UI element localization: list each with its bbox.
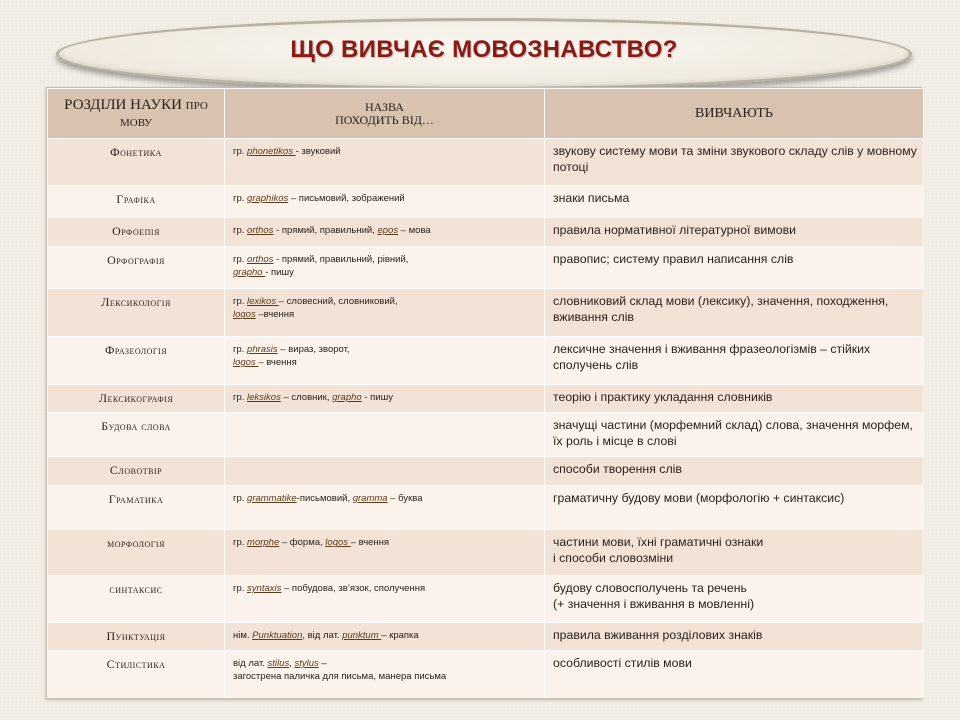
origin-word: stylus (294, 658, 319, 670)
origin-word: grammatike (247, 492, 297, 504)
table-row (48, 384, 924, 412)
section-name: морфологія (48, 530, 225, 576)
origin-text: – вчення (258, 357, 297, 369)
study-cell: лексичне значення і вживання фразеологізмів – стійких сполучень слів (545, 337, 924, 385)
section-name: Граматика (48, 485, 225, 530)
section-name: Фонетика (48, 139, 225, 186)
origin-word: grapho (332, 391, 362, 403)
table-row (48, 289, 924, 337)
origin-cell (225, 457, 545, 485)
study-cell: граматичну будову мови (морфологію + синтаксис) (545, 485, 924, 530)
table-row (48, 413, 924, 457)
table-row (48, 218, 924, 246)
origin-text: – словесний, словниковий, (278, 296, 398, 308)
origin-text: , від лат. (302, 629, 343, 641)
origin-cell (225, 413, 545, 457)
study-cell: будову словосполучень та речень (+ значення і вживання в мовленні) (545, 575, 924, 622)
origin-text: гр. (233, 391, 248, 403)
origin-word: punktum (342, 629, 382, 641)
table-header-row (48, 89, 924, 139)
study-cell: звукову систему мови та зміни звукового складу слів у мовному потоці (545, 139, 924, 186)
header-sections-small: ПРО МОВУ (120, 99, 208, 129)
origin-word: logos (325, 537, 351, 549)
origin-text: - пишу (361, 391, 393, 403)
section-name: Орфографія (48, 246, 225, 289)
origin-text: – форма, (279, 537, 326, 549)
origin-word: gramma (352, 492, 388, 504)
origin-text: гр. (233, 296, 248, 308)
study-cell: особливості стилів мови (545, 651, 924, 698)
study-cell: знаки письма (545, 185, 924, 218)
origin-text: – вчення (350, 537, 390, 549)
table-row (48, 246, 924, 289)
origin-text: - прямий, правильний, рівний, (276, 253, 409, 265)
header-study: ВИВЧАЮТЬ (545, 89, 924, 139)
origin-text: -письмовий, (296, 492, 353, 504)
origin-text: – мова (398, 225, 431, 237)
origin-cell (225, 622, 545, 650)
table-row (48, 485, 924, 530)
study-cell: правила нормативної літературної вимови (545, 218, 924, 246)
origin-word: epos (377, 225, 399, 237)
header-origin-line2: ПОХОДИТЬ ВІД… (335, 112, 434, 127)
section-name: Будова слова (48, 413, 225, 457)
origin-word: lexikos (247, 296, 279, 308)
section-name: Орфоепія (48, 218, 225, 246)
table-row (48, 337, 924, 385)
section-name: синтаксис (48, 575, 225, 622)
header-origin (225, 89, 545, 139)
table-body (48, 139, 924, 698)
origin-cell (225, 185, 545, 218)
origin-word: leksikos (247, 391, 281, 403)
table-row (48, 651, 924, 698)
origin-text: - пишу (265, 266, 294, 278)
table-row (48, 622, 924, 650)
origin-cell (225, 246, 545, 289)
origin-cell (225, 337, 545, 385)
origin-text: – словник, (280, 391, 333, 403)
section-name: Лексикологія (48, 289, 225, 337)
origin-cell (225, 218, 545, 246)
origin-cell (225, 530, 545, 576)
origin-cell (225, 575, 545, 622)
origin-text: гр. (233, 253, 248, 265)
origin-text: – побудова, зв’язок, сполучення (281, 582, 426, 594)
table-row (48, 457, 924, 485)
origin-cell (225, 485, 545, 530)
origin-text: – письмовий, зображений (288, 192, 405, 204)
origin-text: гр. (233, 537, 248, 549)
section-name: Фразеологія (48, 337, 225, 385)
origin-cell (225, 651, 545, 698)
table-row (48, 139, 924, 186)
origin-text: , (289, 658, 295, 670)
origin-text: гр. (233, 225, 248, 237)
origin-text: - прямий, правильний, (273, 225, 378, 237)
section-name: Лексикографія (48, 384, 225, 412)
table-row (48, 185, 924, 218)
origin-text: від лат. (233, 658, 268, 670)
table-row (48, 575, 924, 622)
origin-word: orthos (247, 225, 274, 237)
origin-text: гр. (233, 492, 248, 504)
section-name: Стилістика (48, 651, 225, 698)
header-sections (48, 89, 225, 139)
title-banner (56, 18, 912, 90)
origin-text: гр. (233, 192, 248, 204)
page-title: ЩО ВИВЧАЄ МОВОЗНАВСТВО? (290, 36, 678, 63)
study-cell: способи творення слів (545, 457, 924, 485)
origin-word: morphe (247, 537, 280, 549)
linguistics-table (46, 87, 922, 699)
table-row (48, 530, 924, 576)
origin-text: –вчення (255, 309, 295, 321)
study-cell: правила вживання розділових знаків (545, 622, 924, 650)
origin-text: - звуковий (295, 146, 341, 157)
origin-cell (225, 289, 545, 337)
origin-text: – вираз, зворот, (280, 344, 350, 356)
section-name: Графіка (48, 185, 225, 218)
study-cell: частини мови, їхні граматичні ознаки і способи словозміни (545, 530, 924, 576)
origin-word: orthos (247, 253, 274, 265)
header-sections-main: РОЗДІЛИ НАУКИ (64, 96, 186, 113)
header-origin-line1: НАЗВА (365, 99, 404, 114)
origin-text: гр. (233, 582, 248, 594)
section-name: Пунктуація (48, 622, 225, 650)
origin-word: Punktuation (252, 629, 303, 641)
origin-cell (225, 384, 545, 412)
section-name: Словотвір (48, 457, 225, 485)
origin-word: graphikos (247, 192, 289, 204)
origin-word: phrasis (247, 344, 278, 356)
origin-cell (225, 139, 545, 186)
origin-text: – загострена паличка для письма, манера письма (233, 658, 447, 683)
origin-word: grapho (233, 266, 266, 278)
origin-text: гр. (233, 146, 248, 157)
study-cell: словниковий склад мови (лексику), значення, походження, вживання слів (545, 289, 924, 337)
origin-word: syntaxis (247, 582, 282, 594)
origin-text: – крапка (381, 629, 419, 641)
origin-word: phonetikos (247, 146, 296, 157)
origin-text: нім. (233, 629, 253, 641)
origin-word: stilus (267, 658, 290, 670)
study-cell: значущі частини (морфемний склад) слова, значення морфем, їх роль і місце в слові (545, 413, 924, 457)
origin-word: logos (233, 357, 259, 369)
study-cell: правопис; систему правил написання слів (545, 246, 924, 289)
origin-text: гр. (233, 344, 248, 356)
study-cell: теорію і практику укладання словників (545, 384, 924, 412)
origin-word: logos (233, 309, 256, 321)
origin-text: – буква (387, 492, 423, 504)
